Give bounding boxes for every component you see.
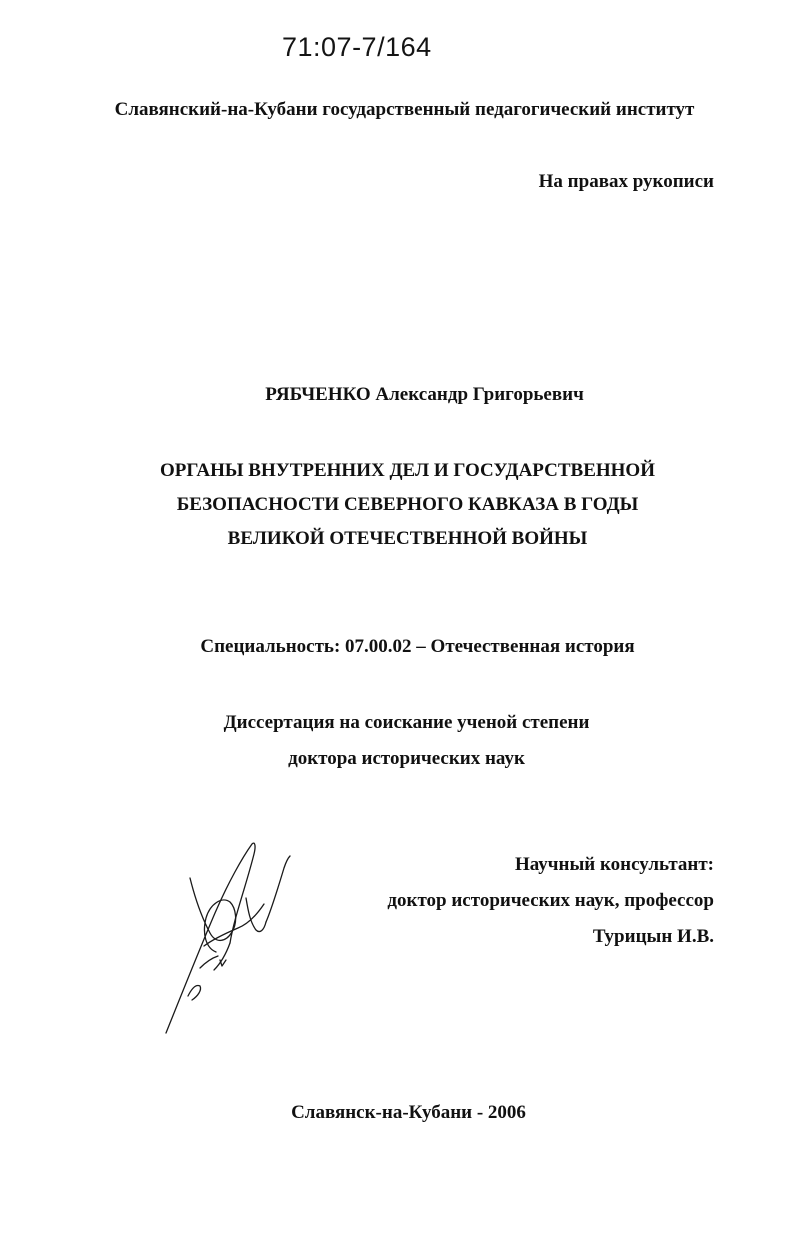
archive-stamp: 71:07-7/164 (282, 32, 432, 62)
title-line-3: ВЕЛИКОЙ ОТЕЧЕСТВЕННОЙ ВОЙНЫ (227, 528, 588, 549)
institute-name: Славянский-на-Кубани государственный педагогический институт (114, 99, 695, 120)
manuscript-rights-note: На правах рукописи (538, 171, 714, 192)
author-name: РЯБЧЕНКО Александр Григорьевич (265, 384, 584, 405)
city-and-year: Славянск-на-Кубани - 2006 (291, 1102, 526, 1123)
title-line-1: ОРГАНЫ ВНУТРЕННИХ ДЕЛ И ГОСУДАРСТВЕННОЙ (159, 460, 655, 481)
degree-statement (10, 705, 793, 777)
scientific-consultant (387, 847, 714, 955)
dissertation-title (11, 454, 793, 556)
title-line-2: БЕЗОПАСНОСТИ СЕВЕРНОГО КАВКАЗА В ГОДЫ (176, 494, 639, 515)
degree-line-1: Диссертация на соискание ученой степени (223, 712, 590, 733)
author-signature (160, 838, 295, 1038)
consultant-label: Научный консультант: (514, 854, 714, 875)
consultant-degree: доктор исторических наук, профессор (387, 890, 714, 911)
consultant-name: Турицын И.В. (592, 926, 714, 947)
specialty-line: Специальность: 07.00.02 – Отечественная история (200, 636, 635, 657)
degree-line-2: доктора исторических наук (288, 748, 525, 769)
